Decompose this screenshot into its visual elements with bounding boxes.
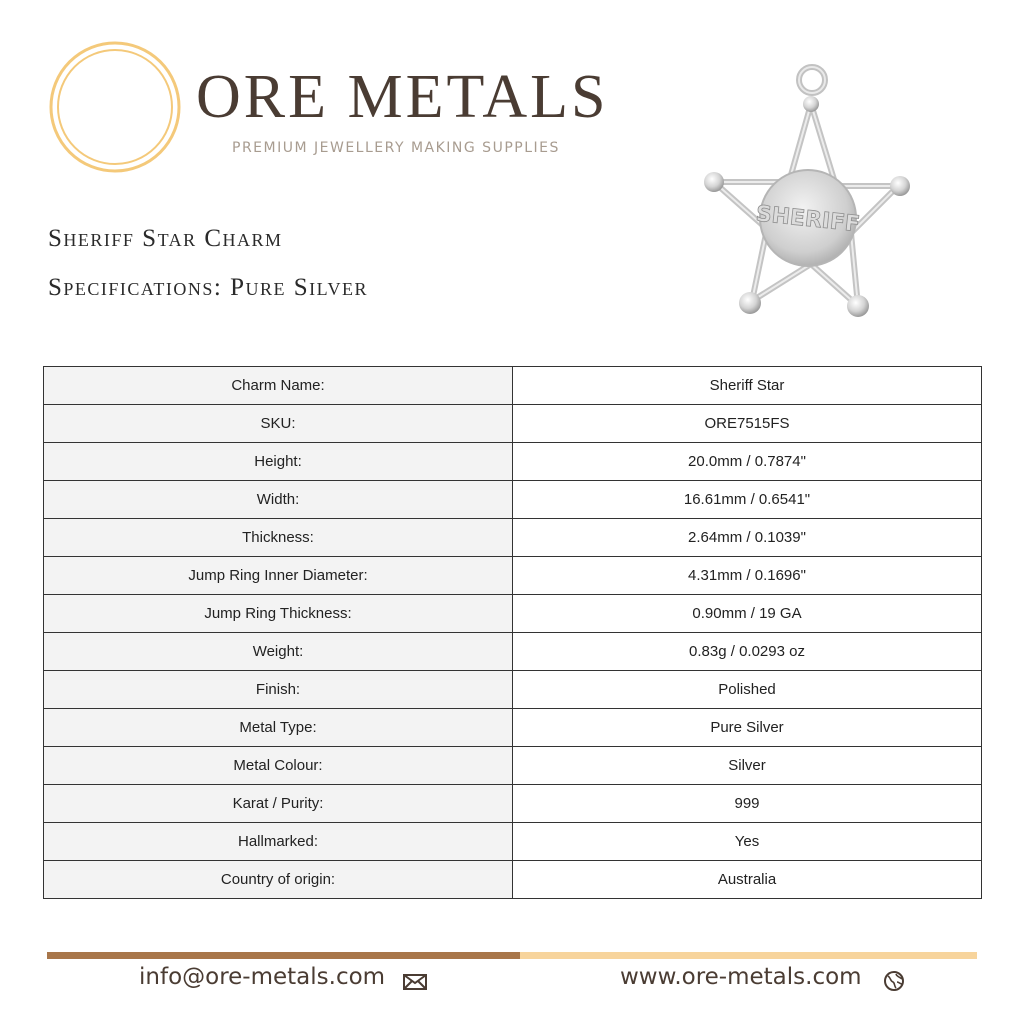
spec-label: Weight: [44,633,513,671]
footer-email-link[interactable]: info@ore-metals.com [139,964,386,990]
spec-row [44,633,982,671]
footer-bar-left [47,952,520,959]
brand-name: ORE METALS [196,63,609,131]
spec-value: Polished [513,671,982,709]
spec-row [44,443,982,481]
footer-website-link[interactable]: www.ore-metals.com [620,964,862,990]
spec-value: Australia [513,861,982,899]
spec-row [44,671,982,709]
spec-label: Charm Name: [44,367,513,405]
spec-label: Metal Colour: [44,747,513,785]
spec-row [44,557,982,595]
spec-label: Country of origin: [44,861,513,899]
product-title: Sheriff Star Charm [48,225,283,252]
spec-value: Yes [513,823,982,861]
spec-row [44,747,982,785]
spec-value: 16.61mm / 0.6541" [513,481,982,519]
spec-value: Silver [513,747,982,785]
brand-tagline: PREMIUM JEWELLERY MAKING SUPPLIES [232,140,560,156]
charm-badge-text: SHERIFF [754,201,862,238]
spec-value: ORE7515FS [513,405,982,443]
spec-row [44,595,982,633]
spec-label: Jump Ring Thickness: [44,595,513,633]
spec-value: Pure Silver [513,709,982,747]
spec-row [44,481,982,519]
spec-label: SKU: [44,405,513,443]
spec-row [44,367,982,405]
sheriff-star-charm-image [700,58,920,326]
spec-row [44,861,982,899]
spec-value: 999 [513,785,982,823]
spec-label: Hallmarked: [44,823,513,861]
spec-value: 4.31mm / 0.1696" [513,557,982,595]
spec-label: Width: [44,481,513,519]
spec-row [44,823,982,861]
spec-row [44,519,982,557]
spec-row [44,785,982,823]
spec-value: Sheriff Star [513,367,982,405]
spec-label: Metal Type: [44,709,513,747]
spec-label: Finish: [44,671,513,709]
spec-label: Karat / Purity: [44,785,513,823]
logo-rings-icon [48,40,182,174]
envelope-icon [403,974,427,990]
spec-label: Height: [44,443,513,481]
spec-row [44,709,982,747]
footer-bar-right [520,952,977,959]
spec-row [44,405,982,443]
spec-label: Jump Ring Inner Diameter: [44,557,513,595]
spec-value: 0.83g / 0.0293 oz [513,633,982,671]
spec-value: 20.0mm / 0.7874" [513,443,982,481]
spec-value: 2.64mm / 0.1039" [513,519,982,557]
spec-label: Thickness: [44,519,513,557]
spec-value: 0.90mm / 19 GA [513,595,982,633]
specifications-table [43,366,982,899]
product-subtitle: Specifications: Pure Silver [48,274,369,301]
globe-icon [883,970,905,992]
